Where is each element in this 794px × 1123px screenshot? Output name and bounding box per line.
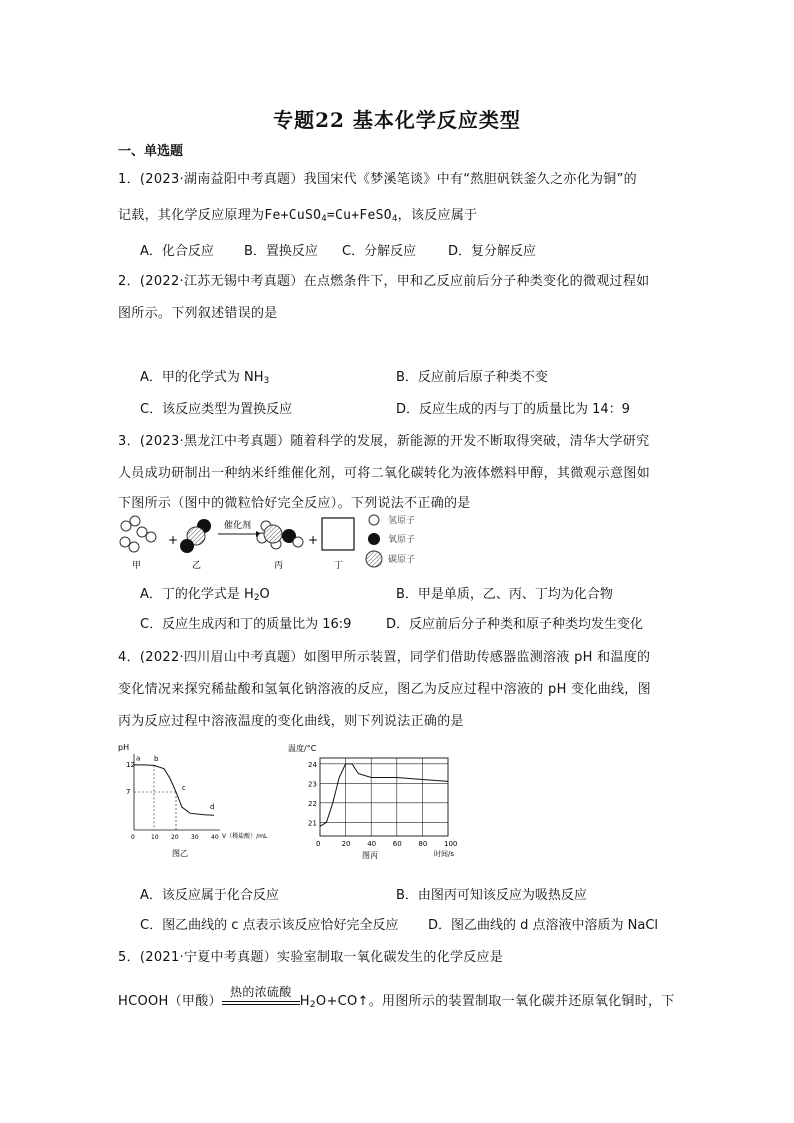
ph-chart-ylabel: pH <box>118 743 130 752</box>
q1-stem-post: ，该反应属于 <box>397 208 478 223</box>
legend-hydrogen-label: 氢原子 <box>388 516 416 526</box>
ph-point-label: d <box>210 803 215 811</box>
temp-x-tick-label: 100 <box>444 840 458 848</box>
q5-reaction-condition <box>222 984 300 1005</box>
legend-oxygen-label: 氧原子 <box>388 535 416 545</box>
q1-eq-part1: Fe+CuSO <box>264 208 322 223</box>
methanol-icon <box>257 521 303 549</box>
q2-option-a-sub: 3 <box>263 376 270 386</box>
carbon-dioxide-icon <box>180 519 211 553</box>
q3-option-a-post: O <box>259 587 270 602</box>
q1-eq-sub2: 4 <box>391 214 398 224</box>
q3-stem-line2: 人员成功研制出一种纳米纤维催化剂，可将二氧化碳转化为液体燃料甲醇，其微观示意图如 <box>118 466 651 481</box>
q1-stem-line1: 1．(2023·湖南益阳中考真题）我国宋代《梦溪笔谈》中有“熬胆矾铁釜久之亦化为铜”的 <box>118 172 637 187</box>
q1-option-c[interactable]: C．分解反应 <box>342 244 417 259</box>
q5-stem-post: 。用图所示的装置制取一氧化碳并还原氧化铜时，下 <box>368 994 675 1009</box>
temp-chart-ylabel: 温度/°C <box>288 744 317 753</box>
ph-x-tick-label: 20 <box>171 834 179 841</box>
ph-point-label: c <box>182 784 186 792</box>
plus-sign: + <box>168 533 179 547</box>
q5-product-b: O+CO↑ <box>315 994 369 1009</box>
temp-x-tick-label: 0 <box>316 840 321 848</box>
temp-x-tick-label: 60 <box>392 840 402 848</box>
q1-equation <box>264 208 397 223</box>
q5-product-a: H <box>299 994 310 1009</box>
q5-reactant: HCOOH（甲酸） <box>118 994 222 1009</box>
q2-stem-line2: 图所示。下列叙述错误的是 <box>118 306 278 321</box>
q4-option-d[interactable]: D．图乙曲线的 d 点溶液中溶质为 NaCl <box>428 918 659 933</box>
label-ding: 丁 <box>334 561 344 571</box>
q1-eq-sub1: 4 <box>321 214 327 224</box>
q2-option-d[interactable]: D．反应生成的丙与丁的质量比为 14：9 <box>396 402 630 417</box>
temp-y-tick-label: 24 <box>308 760 317 769</box>
q1-eq-part2: =Cu+FeSO <box>326 208 392 223</box>
plus-sign-2: + <box>308 533 319 547</box>
page-title: 专题22 基本化学反应类型 <box>273 108 521 132</box>
q4-option-a[interactable]: A．该反应属于化合反应 <box>140 888 279 903</box>
unknown-product-box <box>322 518 354 550</box>
ph-y-tick-label: 12 <box>126 760 135 769</box>
temp-curve <box>320 764 448 826</box>
q5-stem-line2 <box>118 984 675 1010</box>
q2-option-b[interactable]: B．反应前后原子种类不变 <box>396 370 548 385</box>
temp-y-tick-label: 21 <box>308 819 317 828</box>
q3-option-a[interactable] <box>140 583 270 603</box>
temp-chart-frame <box>320 758 448 836</box>
q5-product-sub: 2 <box>309 1000 316 1010</box>
ph-x-tick-label: 10 <box>151 834 159 841</box>
ph-curve <box>134 765 214 815</box>
label-yi: 乙 <box>192 561 202 571</box>
q3-stem-line3: 下图所示（图中的微粒恰好完全反应）。下列说法不正确的是 <box>118 496 471 511</box>
ph-y-tick-label: 7 <box>126 788 131 796</box>
temp-x-tick-label: 80 <box>418 840 428 848</box>
temp-y-tick-label: 22 <box>308 799 317 808</box>
q3-option-a-text: A．丁的化学式是 H <box>140 587 254 602</box>
temp-x-tick-label: 20 <box>341 840 351 848</box>
legend-carbon-icon <box>366 551 382 567</box>
legend-carbon-label: 碳原子 <box>388 555 416 565</box>
q3-option-a-sub: 2 <box>253 593 260 603</box>
q2-option-a-text: A．甲的化学式为 NH <box>140 370 264 385</box>
q1-stem-pre: 记载，其化学反应原理为 <box>118 208 265 223</box>
ph-point-label: a <box>136 754 141 763</box>
temp-y-tick-label: 23 <box>308 780 317 789</box>
q3-stem-line1: 3．(2023·黑龙江中考真题）随着科学的发展，新能源的开发不断取得突破，清华大学研究 <box>118 434 650 449</box>
q2-option-a[interactable] <box>140 366 269 386</box>
ph-x-tick-label: 40 <box>211 834 219 841</box>
temperature-chart <box>282 740 472 864</box>
label-bing: 丙 <box>274 561 284 571</box>
q3-option-b[interactable]: B．甲是单质，乙、丙、丁均为化合物 <box>396 587 613 602</box>
q1-stem-line2 <box>118 204 477 224</box>
q4-stem-line2: 变化情况来探究稀盐酸和氢氧化钠溶液的反应，图乙为反应过程中溶液的 pH 变化曲线，图 <box>118 682 651 697</box>
ph-chart-title: 图乙 <box>172 849 188 858</box>
q1-option-a[interactable]: A．化合反应 <box>140 244 214 259</box>
ph-chart-xlabel: V（稀盐酸）/mL <box>222 833 268 840</box>
legend-oxygen-icon <box>368 533 380 545</box>
section-heading: 一、单选题 <box>118 144 184 159</box>
temp-chart-xlabel: 时间/s <box>434 850 455 858</box>
q2-stem-line1: 2．(2022·江苏无锡中考真题）在点燃条件下，甲和乙反应前后分子种类变化的微观过程如 <box>118 274 650 289</box>
q5-stem-line1: 5．(2021·宁夏中考真题）实验室制取一氧化碳发生的化学反应是 <box>118 950 504 965</box>
q2-option-c[interactable]: C．该反应类型为置换反应 <box>140 402 293 417</box>
q5-condition-bar <box>222 1001 300 1005</box>
ph-x-tick-label: 0 <box>131 834 135 841</box>
hydrogen-molecules-icon <box>120 516 156 552</box>
ph-x-tick-label: 30 <box>191 834 199 841</box>
label-jia: 甲 <box>132 561 142 571</box>
catalyst-label: 催化剂 <box>224 521 252 531</box>
q3-option-d[interactable]: D．反应前后分子种类和原子种类均发生变化 <box>386 617 644 632</box>
ph-chart <box>112 740 282 864</box>
q1-option-d[interactable]: D．复分解反应 <box>448 244 537 259</box>
temp-x-tick-label: 40 <box>367 840 377 848</box>
q4-option-c[interactable]: C．图乙曲线的 c 点表示该反应恰好完全反应 <box>140 918 399 933</box>
q1-option-b[interactable]: B．置换反应 <box>244 244 318 259</box>
temp-chart-title: 图丙 <box>362 851 378 860</box>
q3-reaction-diagram <box>112 512 472 574</box>
q4-option-b[interactable]: B．由图丙可知该反应为吸热反应 <box>396 888 587 903</box>
q3-option-c[interactable]: C．反应生成丙和丁的质量比为 16:9 <box>140 617 352 632</box>
q5-condition-text: 热的浓硫酸 <box>230 984 292 999</box>
legend-hydrogen-icon <box>369 515 379 525</box>
ph-point-label: b <box>154 755 159 764</box>
q4-stem-line1: 4．(2022·四川眉山中考真题）如图甲所示装置，同学们借助传感器监测溶液 pH 和温度的 <box>118 650 651 665</box>
q4-stem-line3: 丙为反应过程中溶液温度的变化曲线，则下列说法正确的是 <box>118 714 464 729</box>
